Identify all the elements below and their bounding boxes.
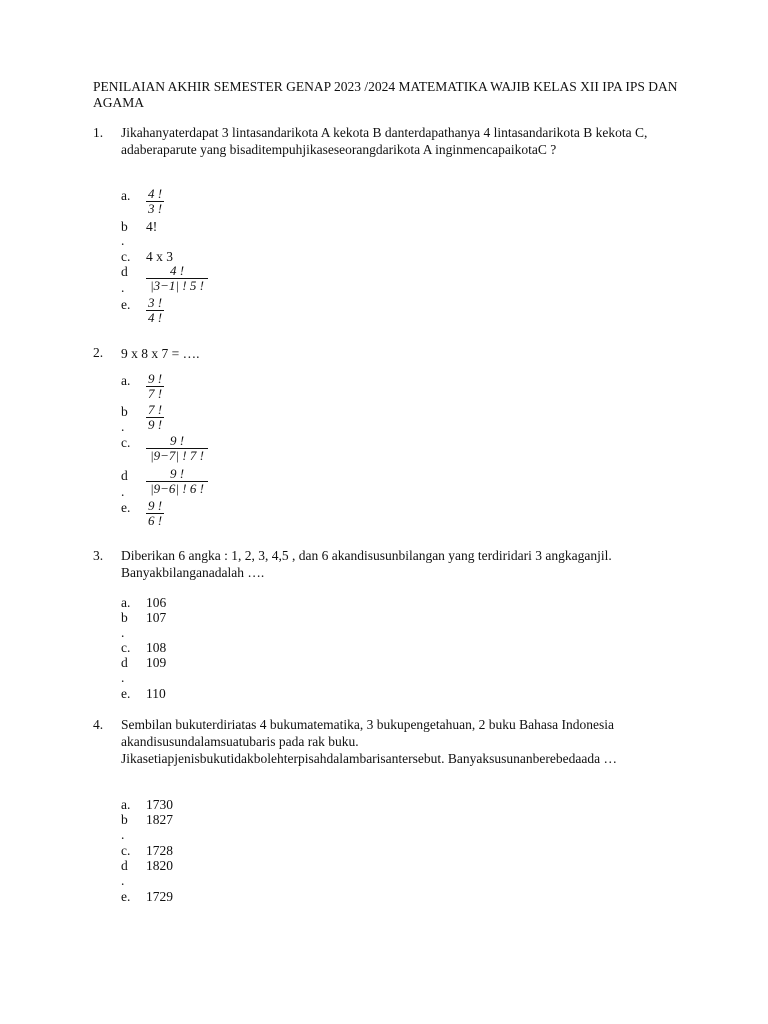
option-value: 4! [146,219,158,234]
question-number: 3. [93,548,104,563]
option-fraction [146,187,164,216]
question-text: 9 x 8 x 7 = …. [121,346,200,361]
option-value: 1728 [146,843,173,858]
option-fraction [146,467,208,496]
option-label-dot: . [121,625,125,640]
fraction-numerator: 3 ! [147,295,163,310]
option-label: d [121,858,128,873]
option-label-dot: . [121,233,125,248]
option-value: 1730 [146,797,173,812]
option-label-dot: . [121,670,125,685]
question-number: 4. [93,717,104,732]
fraction-denominator: 6 ! [147,513,163,528]
option-value: 1827 [146,812,173,827]
option-label: b [121,610,128,625]
option-value: 110 [146,686,166,701]
option-fraction [146,296,164,325]
fraction-denominator: |9−7| ! 7 ! [150,448,204,463]
option-fraction [146,264,208,293]
option-label-dot: . [121,827,125,842]
fraction-denominator: |9−6| ! 6 ! [150,481,204,496]
fraction-numerator: 9 ! [146,434,208,449]
option-label: e. [121,500,131,515]
option-fraction [146,434,208,463]
option-value: 106 [146,595,167,610]
option-value: 108 [146,640,167,655]
option-value: 4 x 3 [146,249,173,264]
option-label: c. [121,640,131,655]
option-label: a. [121,595,131,610]
question-text: Sembilan bukuterdiriatas 4 bukumatematika, 3 bukupengetahuan, 2 buku Bahasa Indonesia akandisusundalamsuatubaris pada rak buku. Jikasetiapjenisbukutidakbolehterpisahdalambarisantersebut. Banyaksusunanberebedaada … [121,717,617,766]
option-label: d [121,264,128,279]
fraction-denominator: 4 ! [147,310,163,325]
option-label: c. [121,843,131,858]
fraction-numerator: 7 ! [147,402,163,417]
fraction-numerator: 9 ! [147,498,163,513]
fraction-denominator: 7 ! [147,386,163,401]
option-fraction [146,499,164,528]
option-label: d [121,468,128,483]
question-number: 2. [93,345,104,360]
option-label: a. [121,188,131,203]
option-value: 1820 [146,858,173,873]
option-label: c. [121,249,131,264]
option-label: a. [121,373,131,388]
option-value: 109 [146,655,167,670]
option-value: 107 [146,610,167,625]
option-fraction [146,403,164,432]
option-label: a. [121,797,131,812]
fraction-denominator: 3 ! [147,201,163,216]
option-label: e. [121,297,131,312]
option-label: d [121,655,128,670]
question-text: Diberikan 6 angka : 1, 2, 3, 4,5 , dan 6 akandisusunbilangan yang terdiridari 3 angkaganjil. Banyakbilanganadalah …. [121,548,612,580]
option-label: b [121,812,128,827]
option-label: b [121,404,128,419]
option-label-dot: . [121,280,125,295]
page-title: PENILAIAN AKHIR SEMESTER GENAP 2023 /2024 MATEMATIKA WAJIB KELAS XII IPA IPS DAN AGAMA [93,79,678,110]
option-value: 1729 [146,889,173,904]
option-label-dot: . [121,419,125,434]
fraction-numerator: 4 ! [146,264,208,279]
option-fraction [146,372,164,401]
fraction-numerator: 9 ! [147,371,163,386]
fraction-denominator: 9 ! [147,417,163,432]
option-label: c. [121,435,131,450]
question-text: Jikahanyaterdapat 3 lintasandarikota A kekota B danterdapathanya 4 lintasandarikota B kekota C, adaberaparute yang bisaditempuhjikaseseorangdarikota A inginmencapaikotaC ? [121,125,648,157]
option-label: e. [121,889,131,904]
fraction-numerator: 9 ! [146,467,208,482]
fraction-denominator: |3−1| ! 5 ! [150,278,204,293]
option-label: e. [121,686,131,701]
option-label-dot: . [121,873,125,888]
question-number: 1. [93,125,104,140]
option-label-dot: . [121,484,125,499]
fraction-numerator: 4 ! [147,186,163,201]
option-label: b [121,219,128,234]
